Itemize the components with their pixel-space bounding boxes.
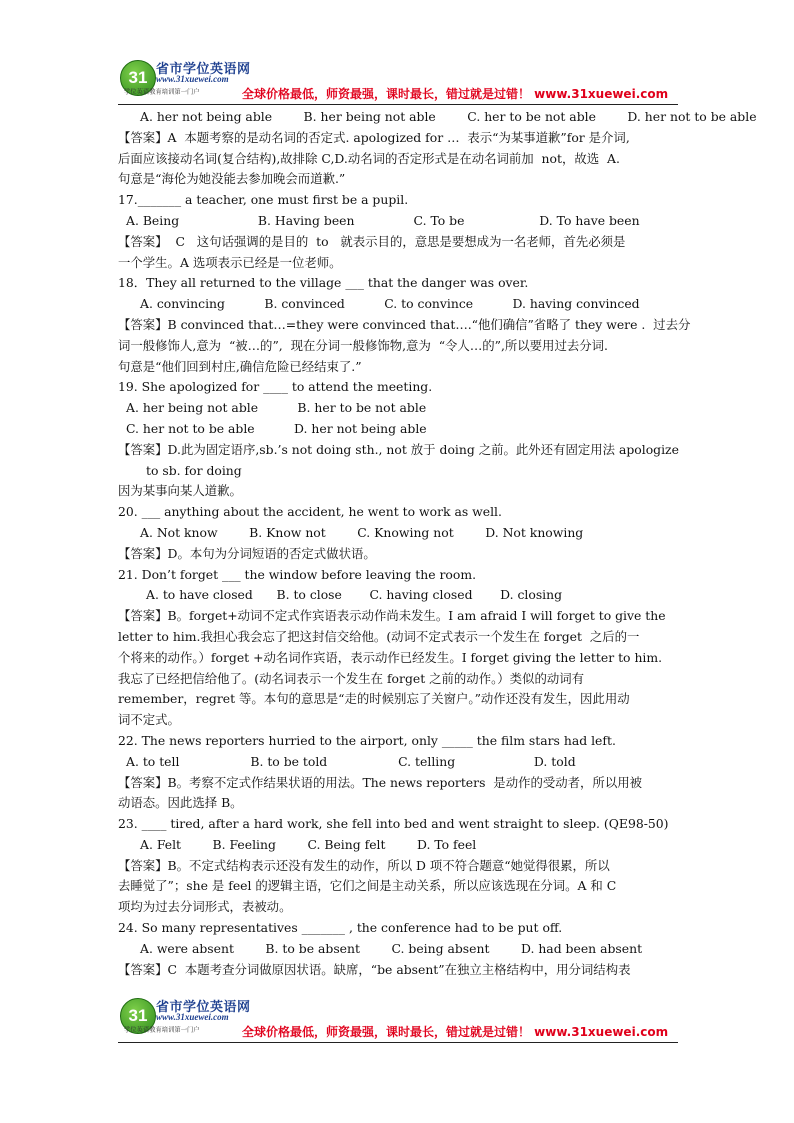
answer-line: 因为某事向某人道歉。 [118,483,242,499]
answer-line: 句意是“海伦为她没能去参加晚会而道歉.” [118,171,346,187]
answer-line: 【答案】 C 这句话强调的是目的 to 就表示目的，意思是要想成为一名老师，首先必须是 [118,233,626,249]
header-slogan: 全球价格最低，师资最强，课时最长，错过就是过错！ www.31xuewei.com [242,87,669,101]
answer-line: 【答案】B convinced that…=they were convinced that….“他们确信”省略了 they were . 过去分 [118,316,691,332]
option-line: A. to tell B. to be told C. telling D. told [126,753,576,769]
question-line: 21. Don’t forget ___ the window before leaving the room. [118,566,477,582]
option-line: A. to have closed B. to close C. having closed D. closing [146,587,563,603]
answer-line: 【答案】B。forget+动词不定式作宾语表示动作尚未发生。I am afraid I will forget to give the [118,608,666,624]
footer-slogan: 全球价格最低，师资最强，课时最长，错过就是过错！ www.31xuewei.com [242,1025,669,1039]
logo-badge: 31 [120,998,156,1034]
logo-badge: 31 [120,60,156,96]
answer-line: 动语态。因此选择 B。 [118,795,243,811]
answer-line: 我忘了已经把信给他了。(动名词表示一个发生在 forget 之前的动作。）类似的动词有 [118,670,585,686]
option-line: A. her not being able B. her being not able C. her to be not able D. her not to be able [140,109,757,124]
question-line: 24. So many representatives _______ , the conference had to be put off. [118,920,563,936]
answer-line: 【答案】A 本题考察的是动名词的否定式. apologized for … 表示“为某事道歉”for 是介词, [118,129,630,145]
answer-line: 词不定式。 [118,712,180,728]
header-rule [118,104,678,105]
header-banner [118,56,678,100]
footer-rule [118,1042,678,1043]
answer-line: 【答案】D。本句为分词短语的否定式做状语。 [118,545,376,561]
answer-line: 项均为过去分词形式，表被动。 [118,899,292,915]
option-line: A. convincing B. convinced C. to convince D. having convinced [140,296,640,312]
answer-line: 【答案】D.此为固定语序,sb.’s not doing sth., not 放于 doing 之前。此外还有固定用法 apologize [118,441,679,457]
logo-url: www.31xuewei.com [156,74,229,84]
answer-line: 一个学生。A 选项表示已经是一位老师。 [118,254,342,270]
answer-line: 【答案】B。考察不定式作结果状语的用法。The news reporters 是动作的受动者，所以用被 [118,774,642,790]
answer-line: 后面应该接动名词(复合结构),故排除 C,D.动名词的否定形式是在动名词前加 not，故选 A. [118,150,620,166]
answer-line: 词一般修饰人,意为 “被…的”, 现在分词一般修饰物,意为 “令人…的”,所以要用过去分词. [118,337,608,353]
option-line: A. were absent B. to be absent C. being absent D. had been absent [140,940,643,956]
option-line: C. her not to be able D. her not being able [126,420,427,436]
question-line: 17._______ a teacher, one must first be a pupil. [118,192,409,208]
footer-banner [118,994,678,1038]
answer-line: to sb. for doing [146,462,242,478]
logo-subtitle: 学位英语教育培训第一门户 [124,1025,200,1034]
question-line: 20. ___ anything about the accident, he went to work as well. [118,504,502,520]
document-body [118,107,757,980]
option-line: A. Felt B. Feeling C. Being felt D. To feel [140,836,477,852]
option-line: A. her being not able B. her to be not able [126,400,427,416]
question-line: 22. The news reporters hurried to the airport, only _____ the film stars had left. [118,732,616,748]
answer-line: 个将来的动作。）forget +动名词作宾语，表示动作已经发生。I forget giving the letter to him. [118,649,663,665]
logo-url: www.31xuewei.com [156,1012,229,1022]
answer-line: remember，regret 等。本句的意思是“走的时候别忘了关窗户。”动作还没有发生，因此用动 [118,691,630,707]
question-line: 19. She apologized for ____ to attend the meeting. [118,379,433,395]
answer-line: 【答案】B。不定式结构表示还没有发生的动作，所以 D 项不符合题意“她觉得很累，所以 [118,857,610,873]
logo-name: 省市学位英语网 [156,999,251,1014]
answer-line: letter to him.我担心我会忘了把这封信交给他。(动词不定式表示一个发生在 forget 之后的一 [118,628,640,644]
answer-line: 去睡觉了”；she 是 feel 的逻辑主语，它们之间是主动关系，所以应该选现在分词。A 和 C [118,878,617,894]
option-line: A. Being B. Having been C. To be D. To have been [126,212,640,228]
answer-line: 【答案】C 本题考查分词做原因状语。缺席，“be absent”在独立主格结构中，用分词结构表 [118,961,631,977]
logo-name: 省市学位英语网 [156,61,251,76]
logo-subtitle: 学位英语教育培训第一门户 [124,87,200,96]
question-line: 23. ____ tired, after a hard work, she fell into bed and went straight to sleep. (QE98-50) [118,816,669,832]
question-line: 18．They all returned to the village ___ that the danger was over. [118,275,529,291]
answer-line: 句意是“他们回到村庄,确信危险已经结束了.” [118,358,362,374]
option-line: A. Not know B. Know not C. Knowing not D. Not knowing [140,524,584,540]
